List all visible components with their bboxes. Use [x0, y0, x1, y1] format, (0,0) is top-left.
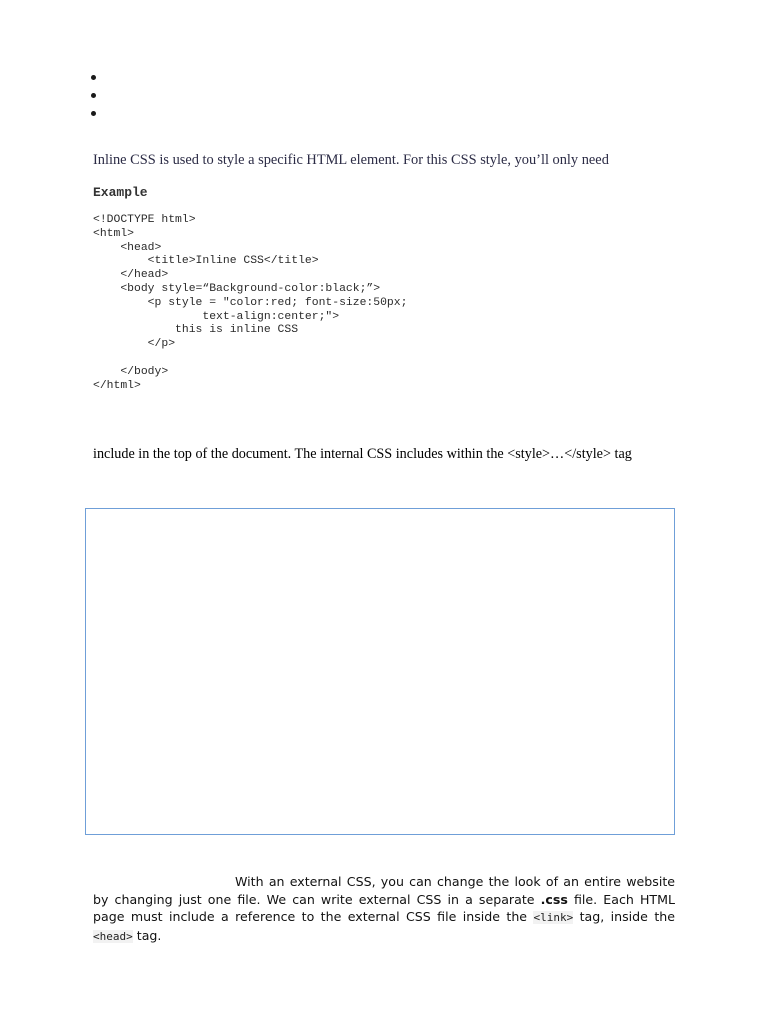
paragraph-text: tag. — [132, 927, 162, 943]
code-line: <head> — [93, 241, 162, 254]
paragraph-text: With an external CSS, you can change the look of an entire website by changing just one file. We can write external CSS in a separate — [93, 874, 675, 907]
bullet-list — [91, 69, 101, 123]
code-line: <html> — [93, 227, 135, 240]
link-tag-code: <link> — [533, 911, 574, 924]
code-line: </head> — [93, 269, 169, 282]
list-bullet — [91, 105, 101, 123]
code-line: text-align:center;"> — [93, 310, 340, 323]
code-line: </body> — [93, 365, 169, 378]
example-heading: Example — [93, 185, 148, 200]
embedded-frame — [85, 508, 675, 835]
paragraph-text: tag, inside the — [573, 909, 675, 924]
inline-css-paragraph: Inline CSS is used to style a specific HTML element. For this CSS style, you’ll only need — [93, 152, 609, 168]
external-css-paragraph — [93, 873, 675, 945]
css-extension: .css — [540, 891, 568, 907]
code-line: <p style = "color:red; font-size:50px; — [93, 296, 408, 309]
code-line: </p> — [93, 338, 176, 351]
code-line: </html> — [93, 379, 141, 392]
code-line — [93, 352, 407, 366]
list-bullet — [91, 69, 101, 87]
code-line: <!DOCTYPE html> — [93, 214, 196, 226]
list-bullet — [91, 87, 101, 105]
head-tag-code: <head> — [93, 929, 133, 943]
paragraph-text: file. Each HTML page must include a reference to the external CSS file inside the — [93, 891, 675, 924]
internal-css-paragraph: include in the top of the document. The internal CSS includes within the <style>…</style> tag — [93, 446, 632, 462]
code-line: <body style=“Background-color:black;”> — [93, 282, 381, 295]
code-example — [93, 214, 407, 393]
code-line: this is inline CSS — [93, 324, 299, 337]
code-line: <title>Inline CSS</title> — [93, 255, 319, 268]
